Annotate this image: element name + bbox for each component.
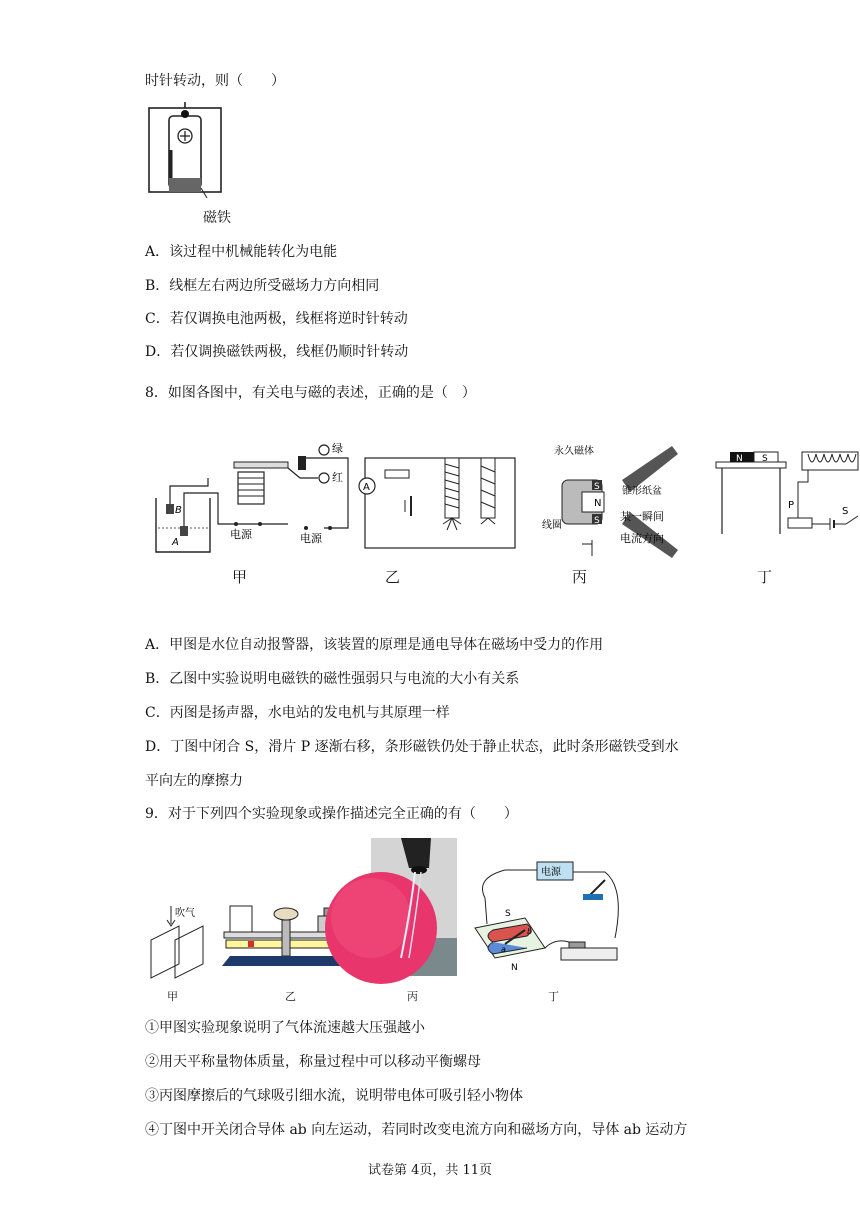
q8-stem: 8．如图各图中，有关电与磁的表述，正确的是（ ） xyxy=(145,385,476,401)
q9-ding-label-power: 电源 xyxy=(541,867,561,878)
q8-option-d-cont: 平向左的摩擦力 xyxy=(145,773,243,789)
q8-ding-label-n: N xyxy=(736,454,743,464)
q9-statement-4: ④丁图中开关闭合导体 ab 向左运动，若同时改变电流方向和磁场方向，导体 ab 运动方 xyxy=(145,1122,688,1138)
q9-ding-label-a: a xyxy=(501,945,506,954)
q8-option-d: D．丁图中闭合 S，滑片 P 逐渐右移，条形磁铁仍处于静止状态，此时条形磁铁受到水 xyxy=(145,739,679,755)
q8-jia-label-b: B xyxy=(175,505,182,516)
q8-ding-label-p: P xyxy=(788,500,795,511)
q9-jia-label: 吹气 xyxy=(175,908,195,919)
q8-caption-ding: 丁 xyxy=(757,568,773,586)
q9-caption-bing: 丙 xyxy=(407,990,418,1003)
q8-caption-bing: 丙 xyxy=(572,568,588,586)
q7-option-b: B．线框左右两边所受磁场力方向相同 xyxy=(145,278,380,294)
q8-bing-label-s2: S xyxy=(594,516,600,526)
q8-figure-bing xyxy=(542,440,717,565)
q8-caption-yi: 乙 xyxy=(385,568,401,586)
q9-caption-yi: 乙 xyxy=(285,990,296,1003)
q8-figure-ding xyxy=(712,448,860,543)
q9-ding-label-n: N xyxy=(511,963,518,973)
q9-stem: 9．对于下列四个实验现象或操作描述完全正确的有（ ） xyxy=(145,806,518,822)
q9-figure-jia xyxy=(145,904,215,984)
q8-caption-jia: 甲 xyxy=(232,568,248,586)
q8-figure-yi xyxy=(355,452,525,552)
q7-option-d: D．若仅调换磁铁两极，线框仍顺时针转动 xyxy=(145,344,409,360)
q8-bing-label-n: N xyxy=(594,498,602,509)
q9-figure-ding xyxy=(465,858,635,978)
q9-caption-ding: 丁 xyxy=(548,990,559,1003)
q8-bing-label-current: 电流方向 xyxy=(620,532,664,545)
q7-figure-label: 磁铁 xyxy=(203,210,231,226)
q9-statement-2: ②用天平称量物体质量，称量过程中可以移动平衡螺母 xyxy=(145,1054,481,1070)
q8-jia-label-a: A xyxy=(172,537,179,548)
q8-option-a: A．甲图是水位自动报警器，该装置的原理是通电导体在磁场中受力的作用 xyxy=(145,637,604,653)
page-footer: 试卷第 4页，共 11页 xyxy=(367,1163,493,1178)
q9-ding-label-s: S xyxy=(505,909,511,919)
q9-caption-jia: 甲 xyxy=(167,990,178,1003)
q7-option-a: A．该过程中机械能转化为电能 xyxy=(145,244,338,260)
q8-bing-label-moment: 某一瞬间 xyxy=(620,510,664,523)
q9-statement-3: ③丙图摩擦后的气球吸引细水流，说明带电体可吸引轻小物体 xyxy=(145,1088,523,1104)
q7-stem-tail: 时针转动，则（ ） xyxy=(145,73,285,89)
q9-figure-bing-photo xyxy=(371,838,457,976)
q8-bing-label-magnet1: 永久磁体 xyxy=(554,446,594,457)
q8-figure-jia xyxy=(148,438,353,558)
q9-statement-1: ①甲图实验现象说明了气体流速越大压强越小 xyxy=(145,1020,425,1036)
q8-option-c: C．丙图是扬声器，水电站的发电机与其原理一样 xyxy=(145,705,450,721)
q8-ding-label-switch: S xyxy=(842,506,849,517)
q8-option-b: B．乙图中实验说明电磁铁的磁性强弱只与电流的大小有关系 xyxy=(145,671,520,687)
q8-ding-label-s: S xyxy=(762,454,768,464)
q7-option-c: C．若仅调换电池两极，线框将逆时针转动 xyxy=(145,311,408,327)
q8-jia-label-green: 绿 xyxy=(332,442,343,455)
q8-bing-label-cone: 锥形纸盆 xyxy=(622,486,662,497)
q8-yi-label-ammeter: A xyxy=(363,482,370,493)
q8-jia-label-power2: 电源 xyxy=(300,532,322,545)
q8-bing-label-coil: 线圈 xyxy=(542,520,562,531)
q8-jia-label-red: 红 xyxy=(332,471,343,484)
q8-bing-label-s1: S xyxy=(594,482,600,492)
q9-ding-label-b: b xyxy=(527,927,533,936)
q8-jia-label-power1: 电源 xyxy=(230,528,252,541)
